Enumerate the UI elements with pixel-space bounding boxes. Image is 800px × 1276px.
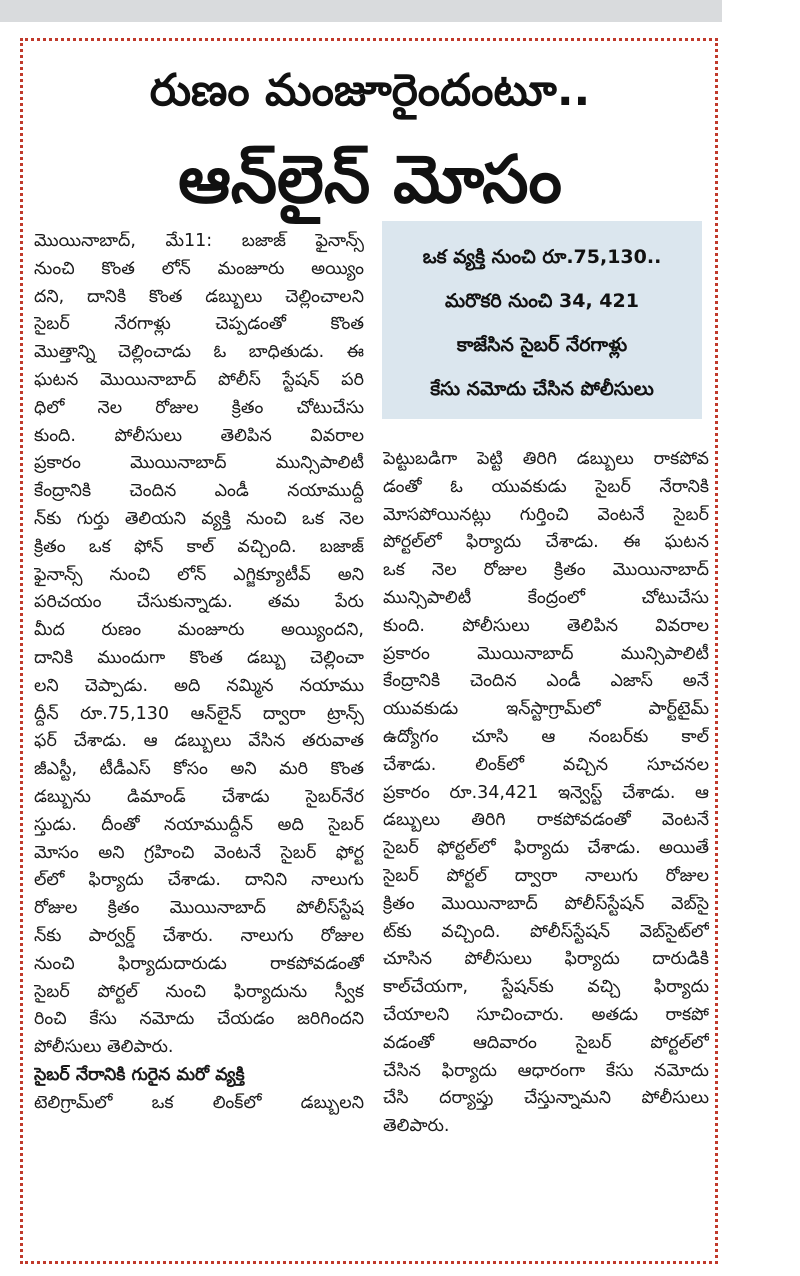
text-line: చేసి దర్యాప్తు చేస్తున్నామని పోలీసులు [383,1088,709,1109]
text-line: మోసపోయినట్లు గుర్తించి వెంటనే సైబర్ [383,504,709,525]
highlight-line: కేసు నమోదు చేసిన పోలీసులు [430,378,654,400]
text-line: నుంచి కొంత లోన్ మంజూరు అయ్యిం [34,258,364,279]
text-line: చేసిన ఫిర్యాదు ఆధారంగా కేసు నమోదు [383,1060,709,1081]
text-line: ఒక నెల రోజుల క్రితం మొయినాబాద్ [383,560,709,581]
text-line: సైబర్ పోర్టల్ నుంచి ఫిర్యాదును స్వీక [34,981,364,1002]
headline-top: రుణం మంజూరైందంటూ.. [149,65,591,116]
text-line: డంతో ఓ యువకుడు సైబర్ నేరానికి [383,476,709,497]
text-line: ఫర్ చేశాడు. ఆ డబ్బులు వేసిన తరువాత [34,731,364,752]
text-line: ల్‌లో ఫిర్యాదు చేశాడు. దానిని నాలుగు [34,870,364,891]
text-line: ప్రకారం మొయినాబాద్ మున్సిపాలిటీ [34,453,364,474]
text-line: వడంతో ఆదివారం సైబర్ పోర్టల్‌లో [383,1032,709,1053]
article-column-1 [34,228,364,1258]
text-line: యువకుడు ఇన్‌స్టాగ్రామ్‌లో పార్ట్‌టైమ్ [383,699,709,720]
text-line: సైబర్ పోర్టల్ ద్వారా నాలుగు రోజుల [383,865,709,886]
text-line: కాల్‌చేయగా, స్టేషన్‌కు వచ్చి ఫిర్యాదు [383,977,709,998]
text-line: చేశాడు. లింక్‌లో వచ్చిన సూచనల [383,754,709,775]
text-line: తెలిపారు. [383,1116,450,1137]
text-line: పెట్టుబడిగా పెట్టి తిరిగి డబ్బులు రాకపోవ [383,449,709,469]
text-line: పరిచయం చేసుకున్నాడు. తమ పేరు [34,592,364,613]
text-line: నుంచి ఫిర్యాదుదారుడు రాకపోవడంతో [34,953,364,974]
text-line: ట్‌కు వచ్చింది. పోలీస్‌స్టేషన్ వెబ్‌సైట్‌లో [383,921,709,942]
article-column-2 [383,446,709,1246]
highlight-line: మరొకరి నుంచి 34, 421 [445,290,639,312]
text-line: మొయినాబాద్, మే11: బజాజ్ ఫైనాన్స్ [34,231,364,251]
text-line: న్‌కు పార్వర్డ్ చేశారు. నాలుగు రోజుల [34,925,364,946]
text-line: మున్సిపాలిటీ కేంద్రంలో చోటుచేసు [383,587,709,608]
text-line: ధిలో నెల రోజుల క్రితం చోటుచేసు [34,397,364,418]
text-line: రించి కేసు నమోదు చేయడం జరిగిందని [34,1009,364,1030]
text-line: పోర్టల్‌లో ఫిర్యాదు చేశాడు. ఈ ఘటన [383,532,709,553]
subheading: సైబర్ నేరానికి గురైన మరో వ్యక్తి [34,1064,245,1085]
headline-main: ఆన్‌లైన్ మోసం [178,141,562,218]
text-line: మోసం అని గ్రహించి వెంటనే సైబర్ ఫోర్ట [34,842,364,863]
highlight-box [382,221,702,419]
text-line: లని చెప్పాడు. అది నమ్మిన నయాము [34,675,364,696]
top-strip [0,0,722,22]
text-line: దానికి ముందుగా కొంత డబ్బు చెల్లించా [34,647,364,668]
text-line: టెలిగ్రామ్‌లో ఒక లింక్‌లో డబ్బులని [34,1092,364,1113]
text-line: పోలీసులు తెలిపారు. [34,1037,174,1058]
text-line: జీఎస్టీ, టీడీఎస్ కోసం అని మరి కొంత [34,759,364,780]
text-line: ఫైనాన్స్ నుంచి లోన్ ఎగ్జిక్యూటీవ్ అని [34,564,364,585]
text-line: ప్రకారం మొయినాబాద్ మున్సిపాలిటీ [383,643,709,664]
text-line: దని, దానికి కొంత డబ్బులు చెల్లించాలని [34,286,364,307]
text-line: చేయాలని సూచించారు. అతడు రాకపో [383,1004,709,1025]
text-line: క్రితం ఒక ఫోన్ కాల్ వచ్చింది. బజాజ్ [34,536,364,557]
text-line: కేంద్రానికి చెందిన ఎండీ నయాముద్దీ [34,481,364,502]
text-line: రోజుల క్రితం మొయినాబాద్ పోలీస్‌స్టేష [34,898,364,919]
text-line: డబ్బులు తిరిగి రాకపోవడంతో వెంటనే [383,810,709,831]
text-line: కుంది. పోలీసులు తెలిపిన వివరాల [383,615,709,636]
text-line: సైబర్ నేరగాళ్లు చెప్పడంతో కొంత [34,314,364,335]
text-line: ప్రకారం రూ.34,421 ఇన్వెస్ట్ చేశాడు. ఆ [383,782,709,803]
text-line: ఉద్యోగం చూసి ఆ నంబర్‌కు కాల్ [383,726,709,747]
text-line: డబ్బును డిమాండ్ చేశాడు సైబర్‌నేర [34,786,364,807]
text-line: మొత్తాన్ని చెల్లించాడు ఓ బాధితుడు. ఈ [34,342,364,363]
highlight-line: కాజేసిన సైబర్ నేరగాళ్లు [456,334,628,356]
text-line: కుంది. పోలీసులు తెలిపిన వివరాల [34,425,364,446]
text-line: ఘటన మొయినాబాద్ పోలీస్ స్టేషన్ పరి [34,369,364,390]
text-line: కేంద్రానికి చెందిన ఎండీ ఎజాస్ అనే [383,671,709,692]
text-line: మీద రుణం మంజూరు అయ్యిందని, [34,620,364,641]
text-line: సైబర్ ఫోర్టల్‌లో ఫిర్యాదు చేశాడు. అయితే [383,838,709,859]
text-line: ద్దీన్ రూ.75,130 ఆన్‌లైన్ ద్వారా ట్రాన్స్ [34,703,364,724]
text-line: క్రితం మొయినాబాద్ పోలీస్‌స్టేషన్ వెబ్‌సై [383,893,709,914]
text-line: చూసిన పోలీసులు ఫిర్యాదు దారుడికి [383,949,709,970]
text-line: న్‌కు గుర్తు తెలియని వ్యక్తి నుంచి ఒక నెల [34,508,364,529]
text-line: స్తుడు. దీంతో నయాముద్దీన్ అది సైబర్ [34,814,364,835]
highlight-line: ఒక వ్యక్తి నుంచి రూ.75,130.. [422,246,662,268]
